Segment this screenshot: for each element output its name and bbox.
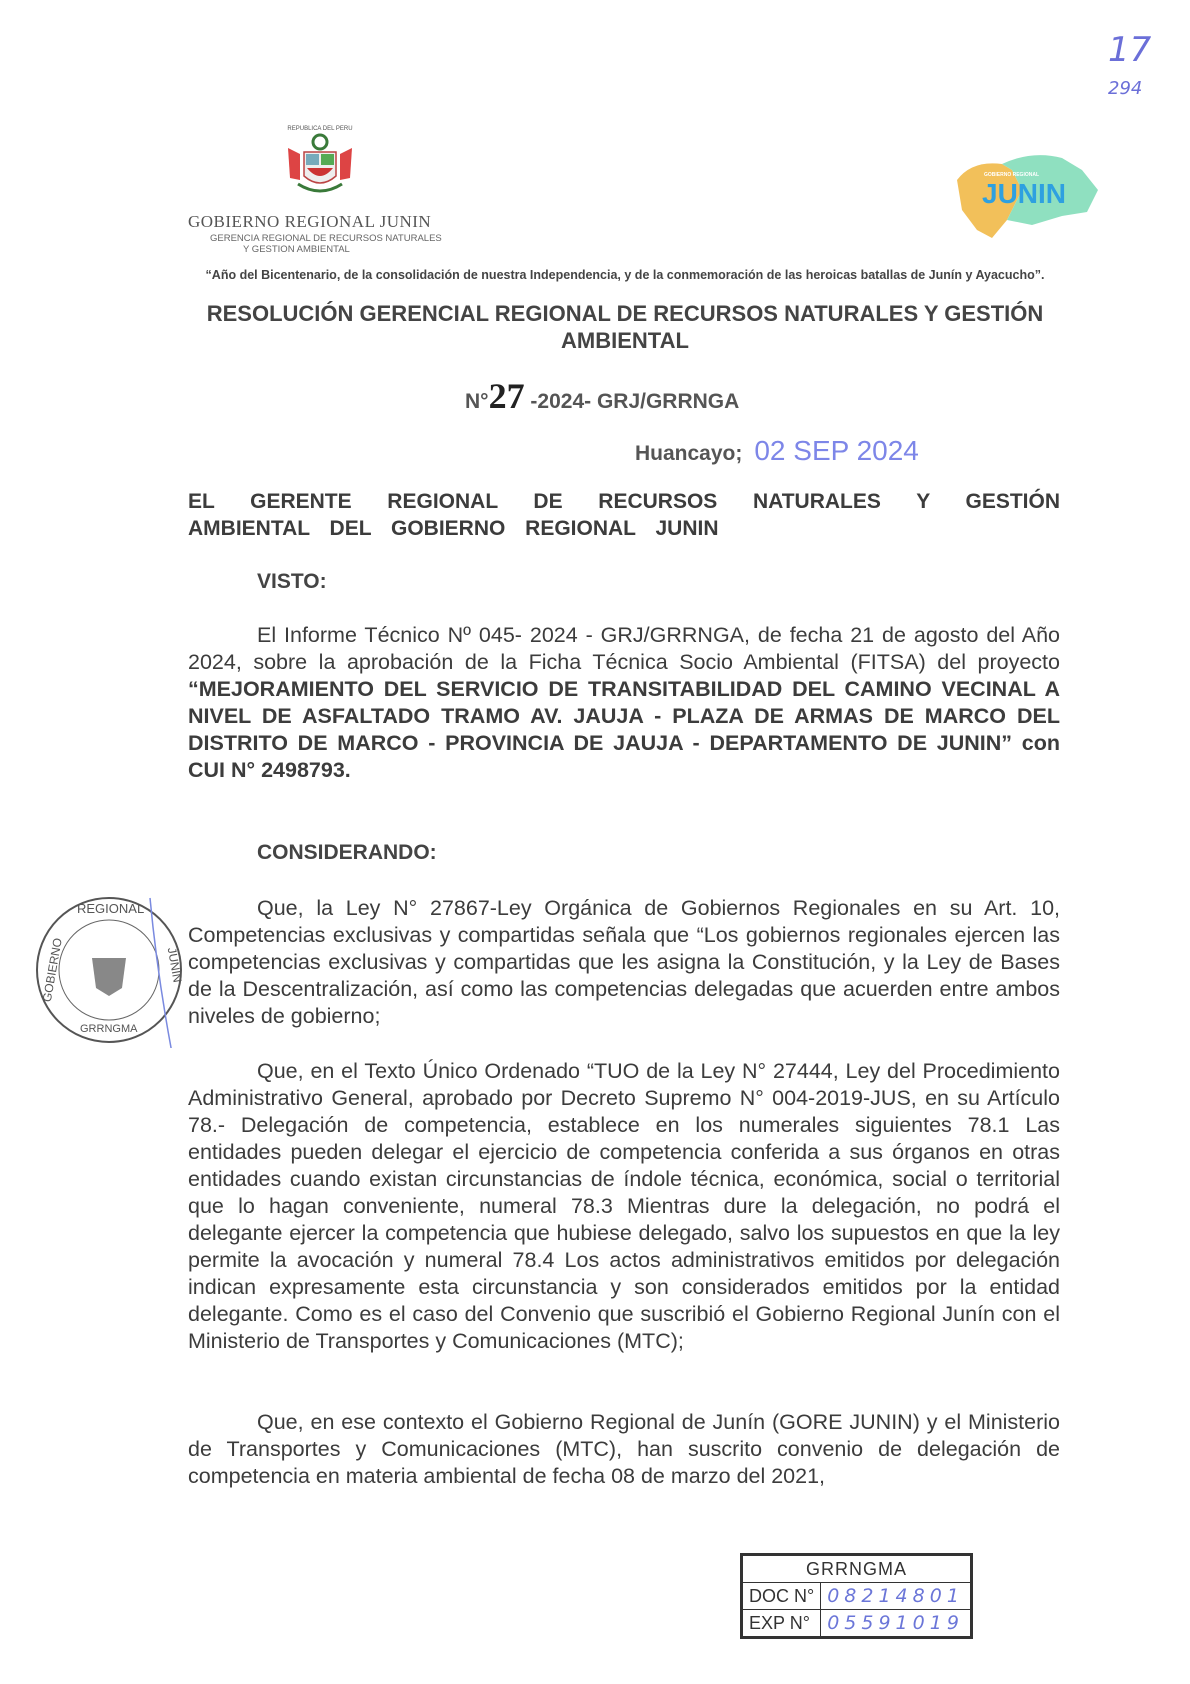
folio-number: 17 [1108,30,1152,70]
seal-text-left: GOBIERNO [39,936,65,1004]
department-line-2: Y GESTION AMBIENTAL [243,244,350,255]
paragraph-3: Que, en ese contexto el Gobierno Regional de Junín (GORE JUNIN) y el Ministerio de Transportes y Comunicaciones (MTC), han suscrito convenio de delegación de competencia en materia ambiental de fecha 08 de marzo del 2021, [188,1410,1060,1488]
number-prefix: N° [465,390,489,413]
department-line-1: GERENCIA REGIONAL DE RECURSOS NATURALES [210,233,442,244]
project-name: “MEJORAMIENTO DEL SERVICIO DE TRANSITABILIDAD DEL CAMINO VECINAL A NIVEL DE ASFALTADO TRAMO AV. JAUJA - PLAZA DE ARMAS DE MARCO DEL DISTRITO DE MARCO - PROVINCIA DE JAUJA - DEPARTAMENTO DE JUNIN” con CUI N° 2498793. [188,677,1060,782]
paragraph-2: Que, en el Texto Único Ordenado “TUO de la Ley N° 27444, Ley del Procedimiento Administrativo General, aprobado por Decreto Supremo N° 004-2019-JUS, en su Artículo 78.- Delegación de competencia, establece en los numerales siguientes 78.1 Las entidades pueden delegar el ejercicio de competencia conferida a sus órganos en otras entidades cuando existan circunstancias de índole técnica, económica, social o territorial que lo hagan conveniente, numeral 78.3 Mientras dure la delegación, no podrá el delegante ejercer la competencia que hubiese delegado, salvo los supuestos en que la ley permite la avocación y numeral 78.4 Los actos administrativos emitidos por delegación indican expresamente esta circunstancia y son considerados emitidos por la entidad delegante. Como es el caso del Convenio que suscribió el Gobierno Regional Junín con el Ministerio de Transportes y Comunicaciones (MTC); [188,1059,1060,1353]
doc-number: 08214801 [821,1583,971,1610]
seal-text-top: REGIONAL [77,901,145,916]
doc-label: DOC N° [743,1583,821,1610]
resolution-number [465,375,739,417]
place-date [635,435,919,467]
folio-sub-number: 294 [1108,78,1143,99]
institution-name: GOBIERNO REGIONAL JUNIN [188,212,432,231]
place: Huancayo; [635,442,743,465]
number-handwritten: 27 [488,376,525,416]
visto-paragraph [188,622,1060,784]
paragraph-1: Que, la Ley N° 27867-Ley Orgánica de Gobiernos Regionales en su Art. 10, Competencias exclusivas y compartidas señala que “Los gobiernos regionales ejercen las competencias exclusivas y compartidas que les asigna la Constitución, y la Ley de Bases de la Descentralización, así como las competencias delegadas que acuerden entre ambos niveles de gobierno; [188,896,1060,1028]
authority: EL GERENTE REGIONAL DE RECURSOS NATURALES Y GESTIÓN AMBIENTAL DEL GOBIERNO REGIONAL JUNIN [188,490,1060,540]
junin-logo [952,150,1102,240]
stamp-office: GRRNGMA [743,1556,971,1583]
year-motto: “Año del Bicentenario, de la consolidación de nuestra Independencia, y de la conmemoración de las heroicas batallas de Junín y Ayacucho”. [205,268,1045,282]
official-seal [32,893,187,1048]
svg-text:REPUBLICA DEL PERU: REPUBLICA DEL PERU [287,126,353,132]
visto-heading: VISTO: [257,570,327,593]
seal-text-right: JUNIN [164,946,185,984]
seal-text-bottom: GRRNGMA [80,1023,138,1035]
logo-small-text: GOBIERNO REGIONAL [984,172,1040,178]
date-stamp: 02 SEP 2024 [754,435,919,466]
exp-number: 05591019 [821,1610,971,1637]
logo-text: JUNIN [982,178,1067,209]
receipt-stamp [740,1553,973,1639]
document-title: RESOLUCIÓN GERENCIAL REGIONAL DE RECURSOS NATURALES Y GESTIÓN AMBIENTAL [206,301,1044,353]
visto-text: El Informe Técnico Nº 045- 2024 - GRJ/GRRNGA, de fecha 21 de agosto del Año 2024, sobre la aprobación de la Ficha Técnica Socio Ambiental (FITSA) del proyecto [188,623,1060,674]
number-suffix: -2024- GRJ/GRRNGA [530,390,740,413]
exp-label: EXP N° [743,1610,821,1637]
considerando-heading: CONSIDERANDO: [257,841,437,864]
coat-of-arms-icon [280,118,360,203]
